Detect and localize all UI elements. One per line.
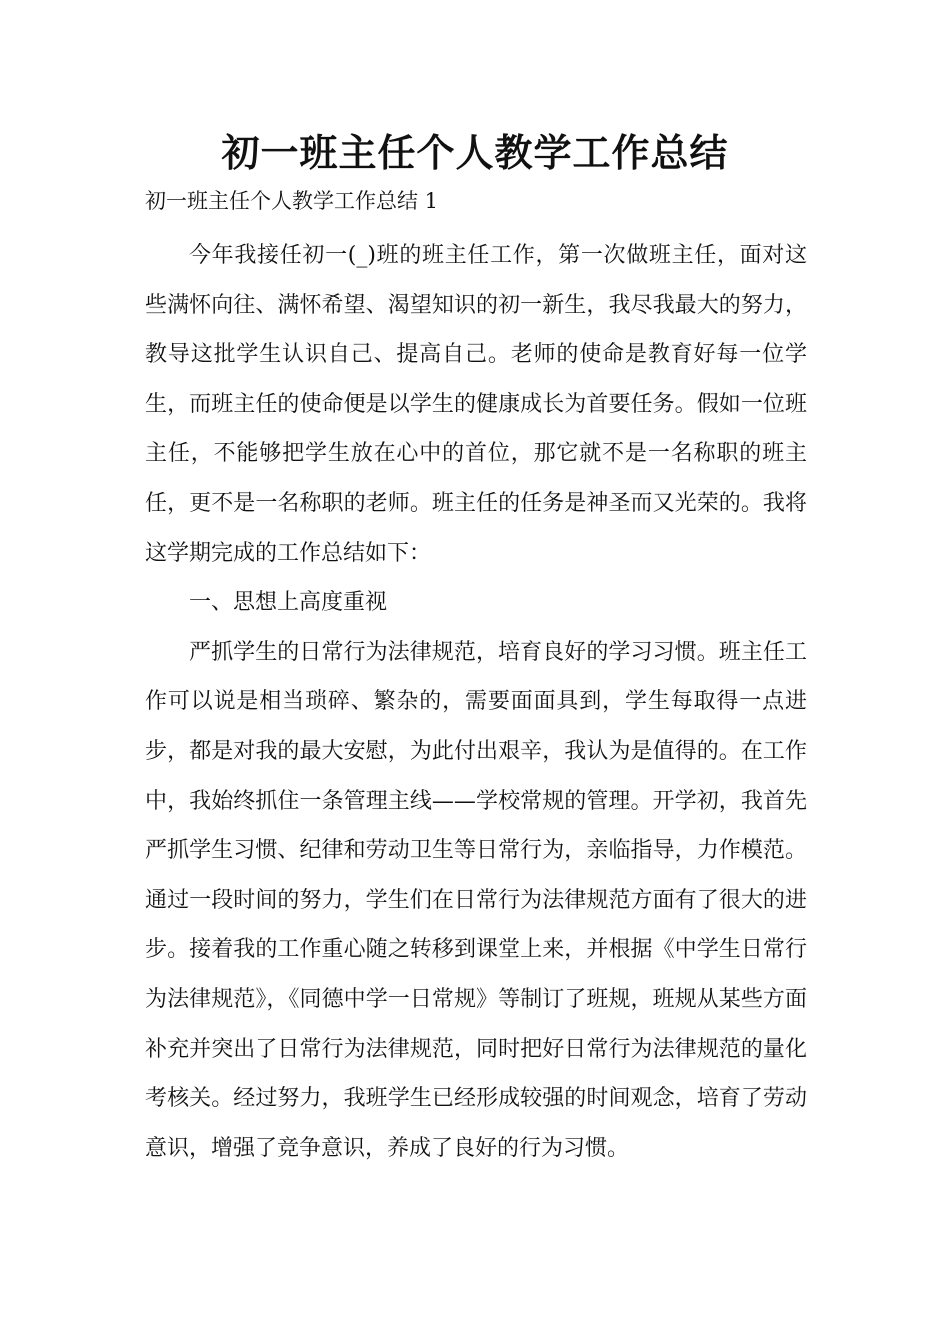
- section-paragraph: 严抓学生的日常行为法律规范，培育良好的学习习惯。班主任工作可以说是相当琐碎、繁杂的，需要面面具到，学生每取得一点进步，都是对我的最大安慰，为此付出艰辛，我认为是值得的。在工作中，我始终抓住一条管理主线——学校常规的管理。开学初，我首先严抓学生习惯、纪律和劳动卫生等日常行为，亲临指导，力作模范。通过一段时间的努力，学生们在日常行为法律规范方面有了很大的进步。接着我的工作重心随之转移到课堂上来，并根据《中学生日常行为法律规范》，《同德中学一日常规》等制订了班规，班规从某些方面补充并突出了日常行为法律规范，同时把好日常行为法律规范的量化考核关。经过努力，我班学生已经形成较强的时间观念，培育了劳动意识，增强了竞争意识，养成了良好的行为习惯。: [145, 639, 807, 1161]
- document-subtitle: 初一班主任个人教学工作总结 1: [145, 189, 439, 213]
- intro-paragraph: 今年我接任初一(_)班的班主任工作，第一次做班主任，面对这些满怀向往、满怀希望、渴望知识的初一新生，我尽我最大的努力，教导这批学生认识自己、提高自己。老师的使命是教育好每一位学生，而班主任的使命便是以学生的健康成长为首要任务。假如一位班主任，不能够把学生放在心中的首位，那它就不是一名称职的班主任，更不是一名称职的老师。班主任的任务是神圣而又光荣的。我将这学期完成的工作总结如下：: [145, 243, 807, 566]
- section-heading: 一、思想上高度重视: [189, 590, 388, 616]
- document-body: [145, 231, 807, 1173]
- document-title: 初一班主任个人教学工作总结: [221, 131, 729, 175]
